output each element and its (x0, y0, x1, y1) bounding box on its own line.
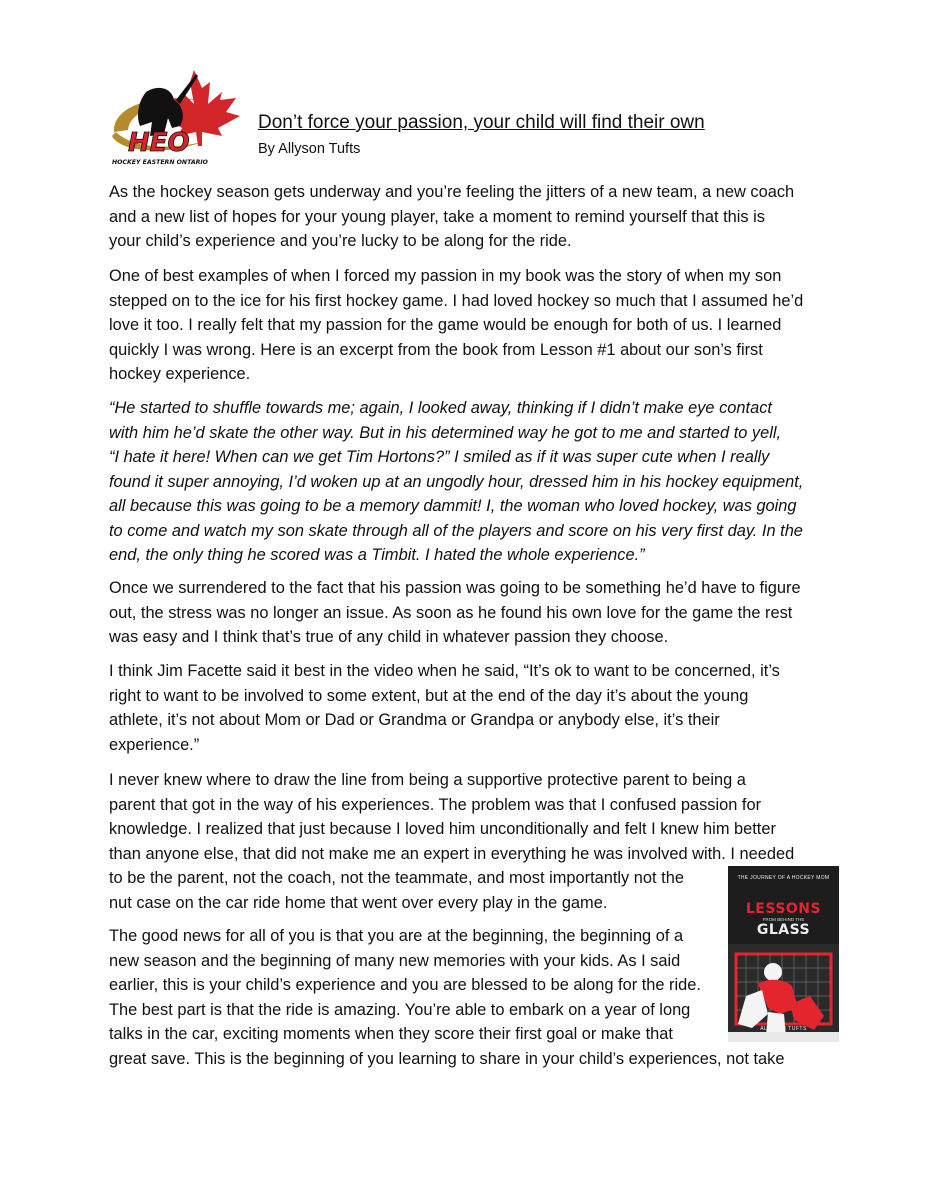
text-line: than anyone else, that did not make me an expert in everything he was involved with. I needed (109, 844, 795, 863)
text-line: “I hate it here! When can we get Tim Hortons?” I smiled as if it was super cute when I really (109, 448, 770, 466)
logo-initials: HEO (128, 128, 190, 158)
text-line: your child’s experience and you’re lucky to be along for the ride. (109, 232, 572, 250)
text-line: The best part is that the ride is amazing. You’re able to embark on a year of long (109, 1000, 691, 1019)
text-line: new season and the beginning of many new memories with your kids. As I said (109, 951, 681, 970)
text-line: was easy and I think that’s true of any child in whatever passion they choose. (109, 628, 669, 646)
excerpt-quote (109, 396, 824, 568)
book-cover-image (728, 866, 839, 1042)
text-line: to be the parent, not the coach, not the teammate, and most importantly not the (109, 869, 684, 887)
text-line: One of best examples of when I forced my passion in my book was the story of when my son (109, 267, 782, 285)
logo-name: HOCKEY EASTERN ONTARIO (112, 159, 208, 166)
text-line: The good news for all of you is that you are at the beginning, the beginning of a (109, 927, 684, 945)
text-line: As the hockey season gets underway and you’re feeling the jitters of a new team, a new coach (109, 183, 795, 201)
text-line: I think Jim Facette said it best in the video when he said, “It’s ok to want to be concerned, it’s (109, 662, 780, 680)
paragraph-2 (109, 264, 819, 387)
book-title-top: LESSONS (745, 901, 822, 917)
text-line: athlete, it’s not about Mom or Dad or Grandma or Grandpa or anybody else, it’s their (109, 711, 720, 729)
book-title-bottom: GLASS (756, 922, 811, 938)
article-title: Don’t force your passion, your child will find their own (258, 112, 705, 133)
heo-logo (106, 70, 246, 170)
text-line: experience.” (109, 735, 200, 754)
text-line: love it too. I really felt that my passion for the game would be enough for both of us. I learned (109, 316, 782, 334)
text-line: to come and watch my son skate through all of the players and score on his very first day. In the (109, 521, 803, 540)
text-line: with him he’d skate the other way. But in his determined way he got to me and started to yell, (109, 423, 782, 442)
text-line: knowledge. I realized that just because I loved him unconditionally and felt I knew him better (109, 820, 776, 838)
text-line: all because this was going to be a memory dammit! I, the woman who loved hockey, was going (109, 497, 797, 515)
text-line: hockey experience. (109, 365, 251, 383)
paragraph-4 (109, 576, 819, 650)
paragraph-1 (109, 180, 819, 254)
text-line: earlier, this is your child’s experience and you are blessed to be along for the ride. (109, 976, 701, 994)
text-line: Once we surrendered to the fact that his passion was going to be something he’d have to figure (109, 579, 801, 597)
text-line: out, the stress was no longer an issue. As soon as he found his own love for the game the rest (109, 603, 793, 622)
text-line: talks in the car, exciting moments when they score their first goal or make that (109, 1025, 673, 1043)
text-line: nut case on the car ride home that went over every play in the game. (109, 893, 608, 912)
book-author: ALLYSON TUFTS (760, 1026, 807, 1032)
text-line: great save. This is the beginning of you learning to share in your child’s experiences, not take (109, 1049, 785, 1068)
book-title-mid: FROM BEHIND THE (762, 917, 805, 922)
text-line: stepped on to the ice for his first hockey game. I had loved hockey so much that I assumed he’d (109, 291, 804, 310)
heo-logo-graphic (106, 70, 246, 170)
text-line: “He started to shuffle towards me; again, I looked away, thinking if I didn’t make eye contact (109, 399, 772, 417)
text-line: right to want to be involved to some extent, but at the end of the day it’s about the young (109, 686, 749, 705)
book-subtitle: THE JOURNEY OF A HOCKEY MOM (737, 875, 830, 881)
text-line: end, the only thing he scored was a Timbit. I hated the whole experience.” (109, 546, 645, 564)
text-line: parent that got in the way of his experiences. The problem was that I confused passion for (109, 795, 762, 814)
text-line: and a new list of hopes for your young player, take a moment to remind yourself that this is (109, 207, 765, 226)
paragraph-5 (109, 659, 819, 757)
article-byline: By Allyson Tufts (258, 141, 361, 157)
paragraph-6 (109, 768, 819, 915)
text-line: quickly I was wrong. Here is an excerpt from the book from Lesson #1 about our son’s first (109, 340, 763, 359)
text-line: I never knew where to draw the line from being a supportive protective parent to being a (109, 771, 746, 789)
paragraph-7 (109, 924, 819, 1071)
text-line: found it super annoying, I’d woken up at an ungodly hour, dressed him in his hockey equipment, (109, 472, 804, 491)
